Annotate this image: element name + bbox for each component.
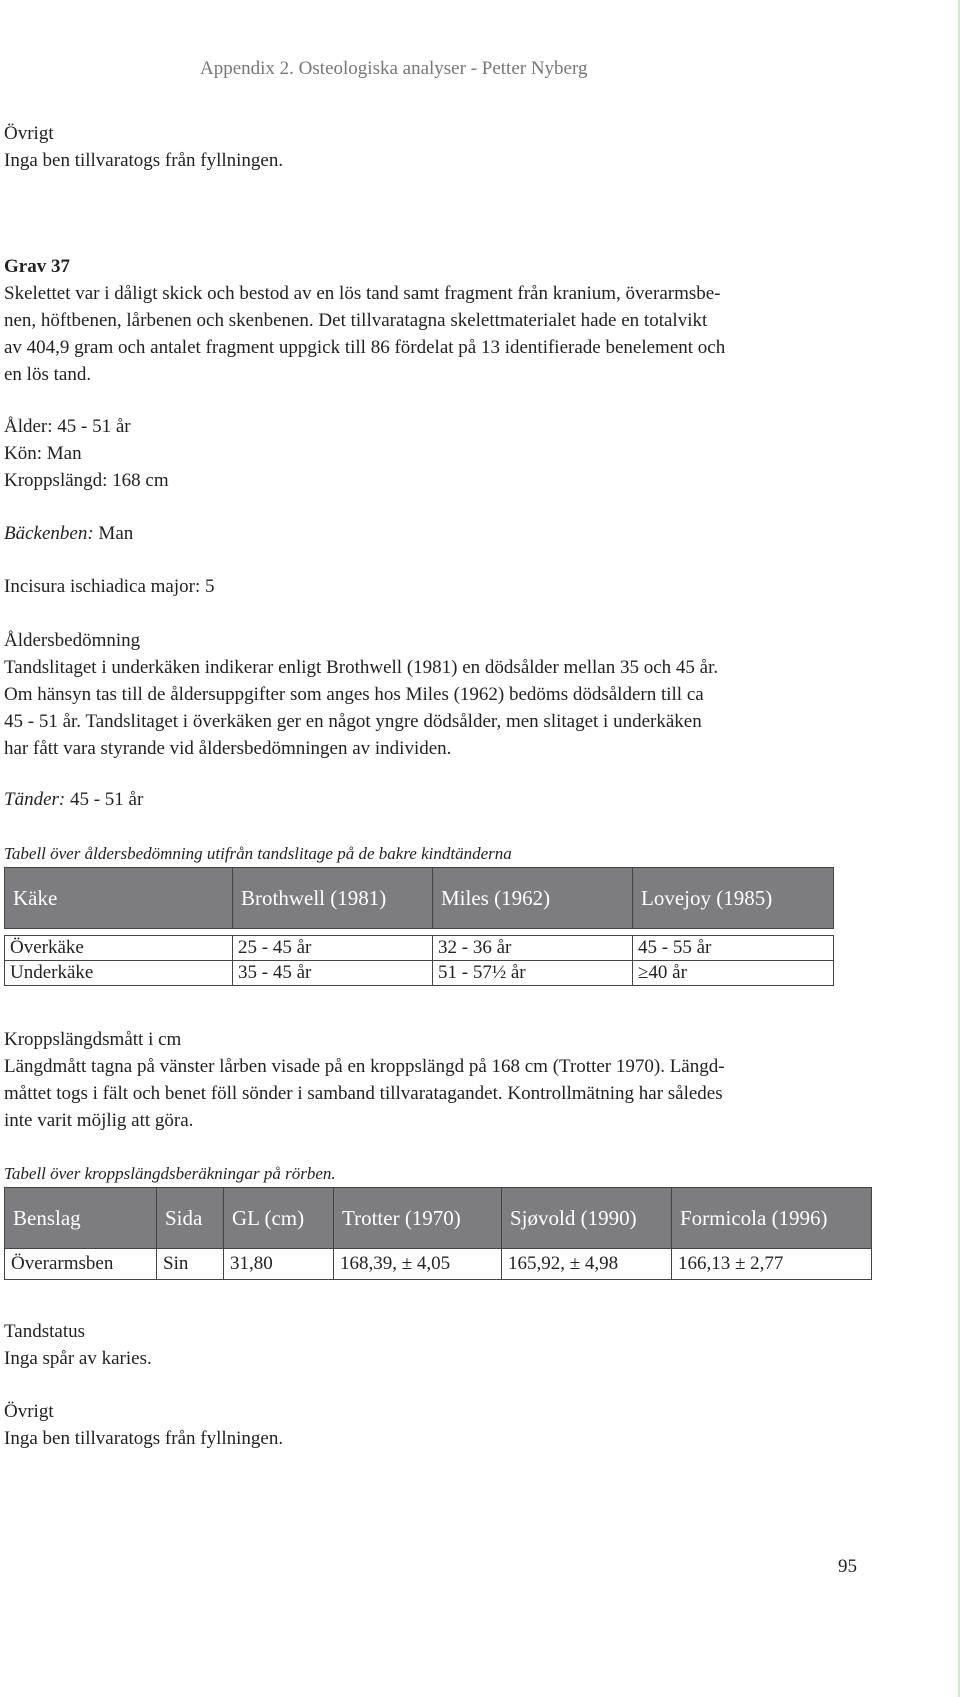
- dental-status-section: [4, 1318, 152, 1372]
- grave-line: en lös tand.: [4, 364, 92, 385]
- section-heading: Övrigt: [4, 123, 54, 144]
- table-cell: Sin: [157, 1249, 224, 1280]
- pelvis-value: Man: [93, 523, 134, 544]
- table-cell: Överkäke: [5, 936, 233, 961]
- grave-title: Grav 37: [4, 256, 70, 277]
- section-heading: Åldersbedömning: [4, 630, 141, 651]
- table-cell: 25 - 45 år: [233, 936, 433, 961]
- teeth-line: [4, 786, 143, 813]
- running-header: Appendix 2. Osteologiska analyser - Petter Nyberg: [200, 58, 588, 79]
- table-header-row: [5, 868, 834, 929]
- section-heading: Övrigt: [4, 1401, 54, 1422]
- facts-block: [4, 413, 169, 494]
- table-cell: 45 - 55 år: [633, 936, 834, 961]
- pelvis-line: [4, 520, 133, 547]
- assessment-line: Om hänsyn tas till de åldersuppgifter som anges hos Miles (1962) bedöms dödsåldern till ca: [4, 684, 704, 705]
- header-cell: Lovejoy (1985): [633, 868, 834, 929]
- stature-section: [4, 1026, 725, 1134]
- assessment-line: Tandslitaget i underkäken indikerar enligt Brothwell (1981) en dödsålder mellan 35 och 45 år.: [4, 657, 719, 678]
- teeth-label: Tänder:: [4, 789, 66, 810]
- header-cell: Benslag: [5, 1188, 157, 1249]
- section-heading: Tandstatus: [4, 1321, 85, 1342]
- grave-line: nen, höftbenen, lårbenen och skenbenen. Det tillvaratagna skelettmaterialet hade en totalvikt: [4, 310, 708, 331]
- table-cell: ≥40 år: [633, 961, 834, 986]
- header-cell: GL (cm): [224, 1188, 334, 1249]
- header-cell: Formicola (1996): [672, 1188, 872, 1249]
- table-cell: 165,92, ± 4,98: [502, 1249, 672, 1280]
- table-cell: 32 - 36 år: [433, 936, 633, 961]
- header-cell: Miles (1962): [433, 868, 633, 929]
- page-number: 95: [838, 1556, 857, 1577]
- stature-table: [4, 1187, 872, 1280]
- incisura-line: Incisura ischiadica major: 5: [4, 576, 215, 597]
- header-cell: Brothwell (1981): [233, 868, 433, 929]
- table-cell: 35 - 45 år: [233, 961, 433, 986]
- grave-line: Skelettet var i dåligt skick och bestod av en lös tand samt fragment från kranium, överarmsbe-: [4, 283, 721, 304]
- section-text: Inga ben tillvaratogs från fyllningen.: [4, 150, 284, 171]
- table2-caption: Tabell över kroppslängdsberäkningar på rörben.: [4, 1164, 336, 1183]
- grave-line: av 404,9 gram och antalet fragment uppgick till 86 fördelat på 13 identifierade benelement och: [4, 337, 726, 358]
- table-cell: Överarmsben: [5, 1249, 157, 1280]
- table-cell: 31,80: [224, 1249, 334, 1280]
- section-ovrigt-bottom: [4, 1398, 283, 1452]
- table-header-row: [5, 1188, 872, 1249]
- table1-caption: Tabell över åldersbedömning utifrån tandslitage på de bakre kindtänderna: [4, 844, 512, 863]
- section-text: Inga spår av karies.: [4, 1348, 152, 1369]
- age-assessment-section: [4, 627, 718, 762]
- section-ovrigt-top: [4, 120, 283, 174]
- section-heading: Kroppslängdsmått i cm: [4, 1029, 182, 1050]
- age-fact: Ålder: 45 - 51 år: [4, 416, 131, 437]
- stature-line: måttet togs i fält och benet föll sönder i samband tillvaratagandet. Kontrollmätning har således: [4, 1083, 723, 1104]
- header-cell: Sjøvold (1990): [502, 1188, 672, 1249]
- table-cell: 168,39, ± 4,05: [334, 1249, 502, 1280]
- table-row: [5, 1249, 872, 1280]
- assessment-line: har fått vara styrande vid åldersbedömningen av individen.: [4, 738, 452, 759]
- header-cell: Sida: [157, 1188, 224, 1249]
- age-table: [4, 867, 834, 986]
- sex-fact: Kön: Man: [4, 443, 82, 464]
- table-cell: Underkäke: [5, 961, 233, 986]
- table-cell: 51 - 57½ år: [433, 961, 633, 986]
- teeth-value: 45 - 51 år: [65, 789, 144, 810]
- header-cell: Trotter (1970): [334, 1188, 502, 1249]
- header-cell: Käke: [5, 868, 233, 929]
- grave-section: [4, 253, 725, 388]
- section-text: Inga ben tillvaratogs från fyllningen.: [4, 1428, 284, 1449]
- table-row: [5, 929, 834, 936]
- table-cell: 166,13 ± 2,77: [672, 1249, 872, 1280]
- assessment-line: 45 - 51 år. Tandslitaget i överkäken ger en något yngre dödsålder, men slitaget i underkäken: [4, 711, 702, 732]
- height-fact: Kroppslängd: 168 cm: [4, 470, 169, 491]
- stature-line: inte varit möjlig att göra.: [4, 1110, 194, 1131]
- pelvis-label: Bäckenben:: [4, 523, 94, 544]
- table-row: [5, 936, 834, 961]
- stature-line: Längdmått tagna på vänster lårben visade på en kroppslängd på 168 cm (Trotter 1970). Längd-: [4, 1056, 725, 1077]
- table-row: [5, 961, 834, 986]
